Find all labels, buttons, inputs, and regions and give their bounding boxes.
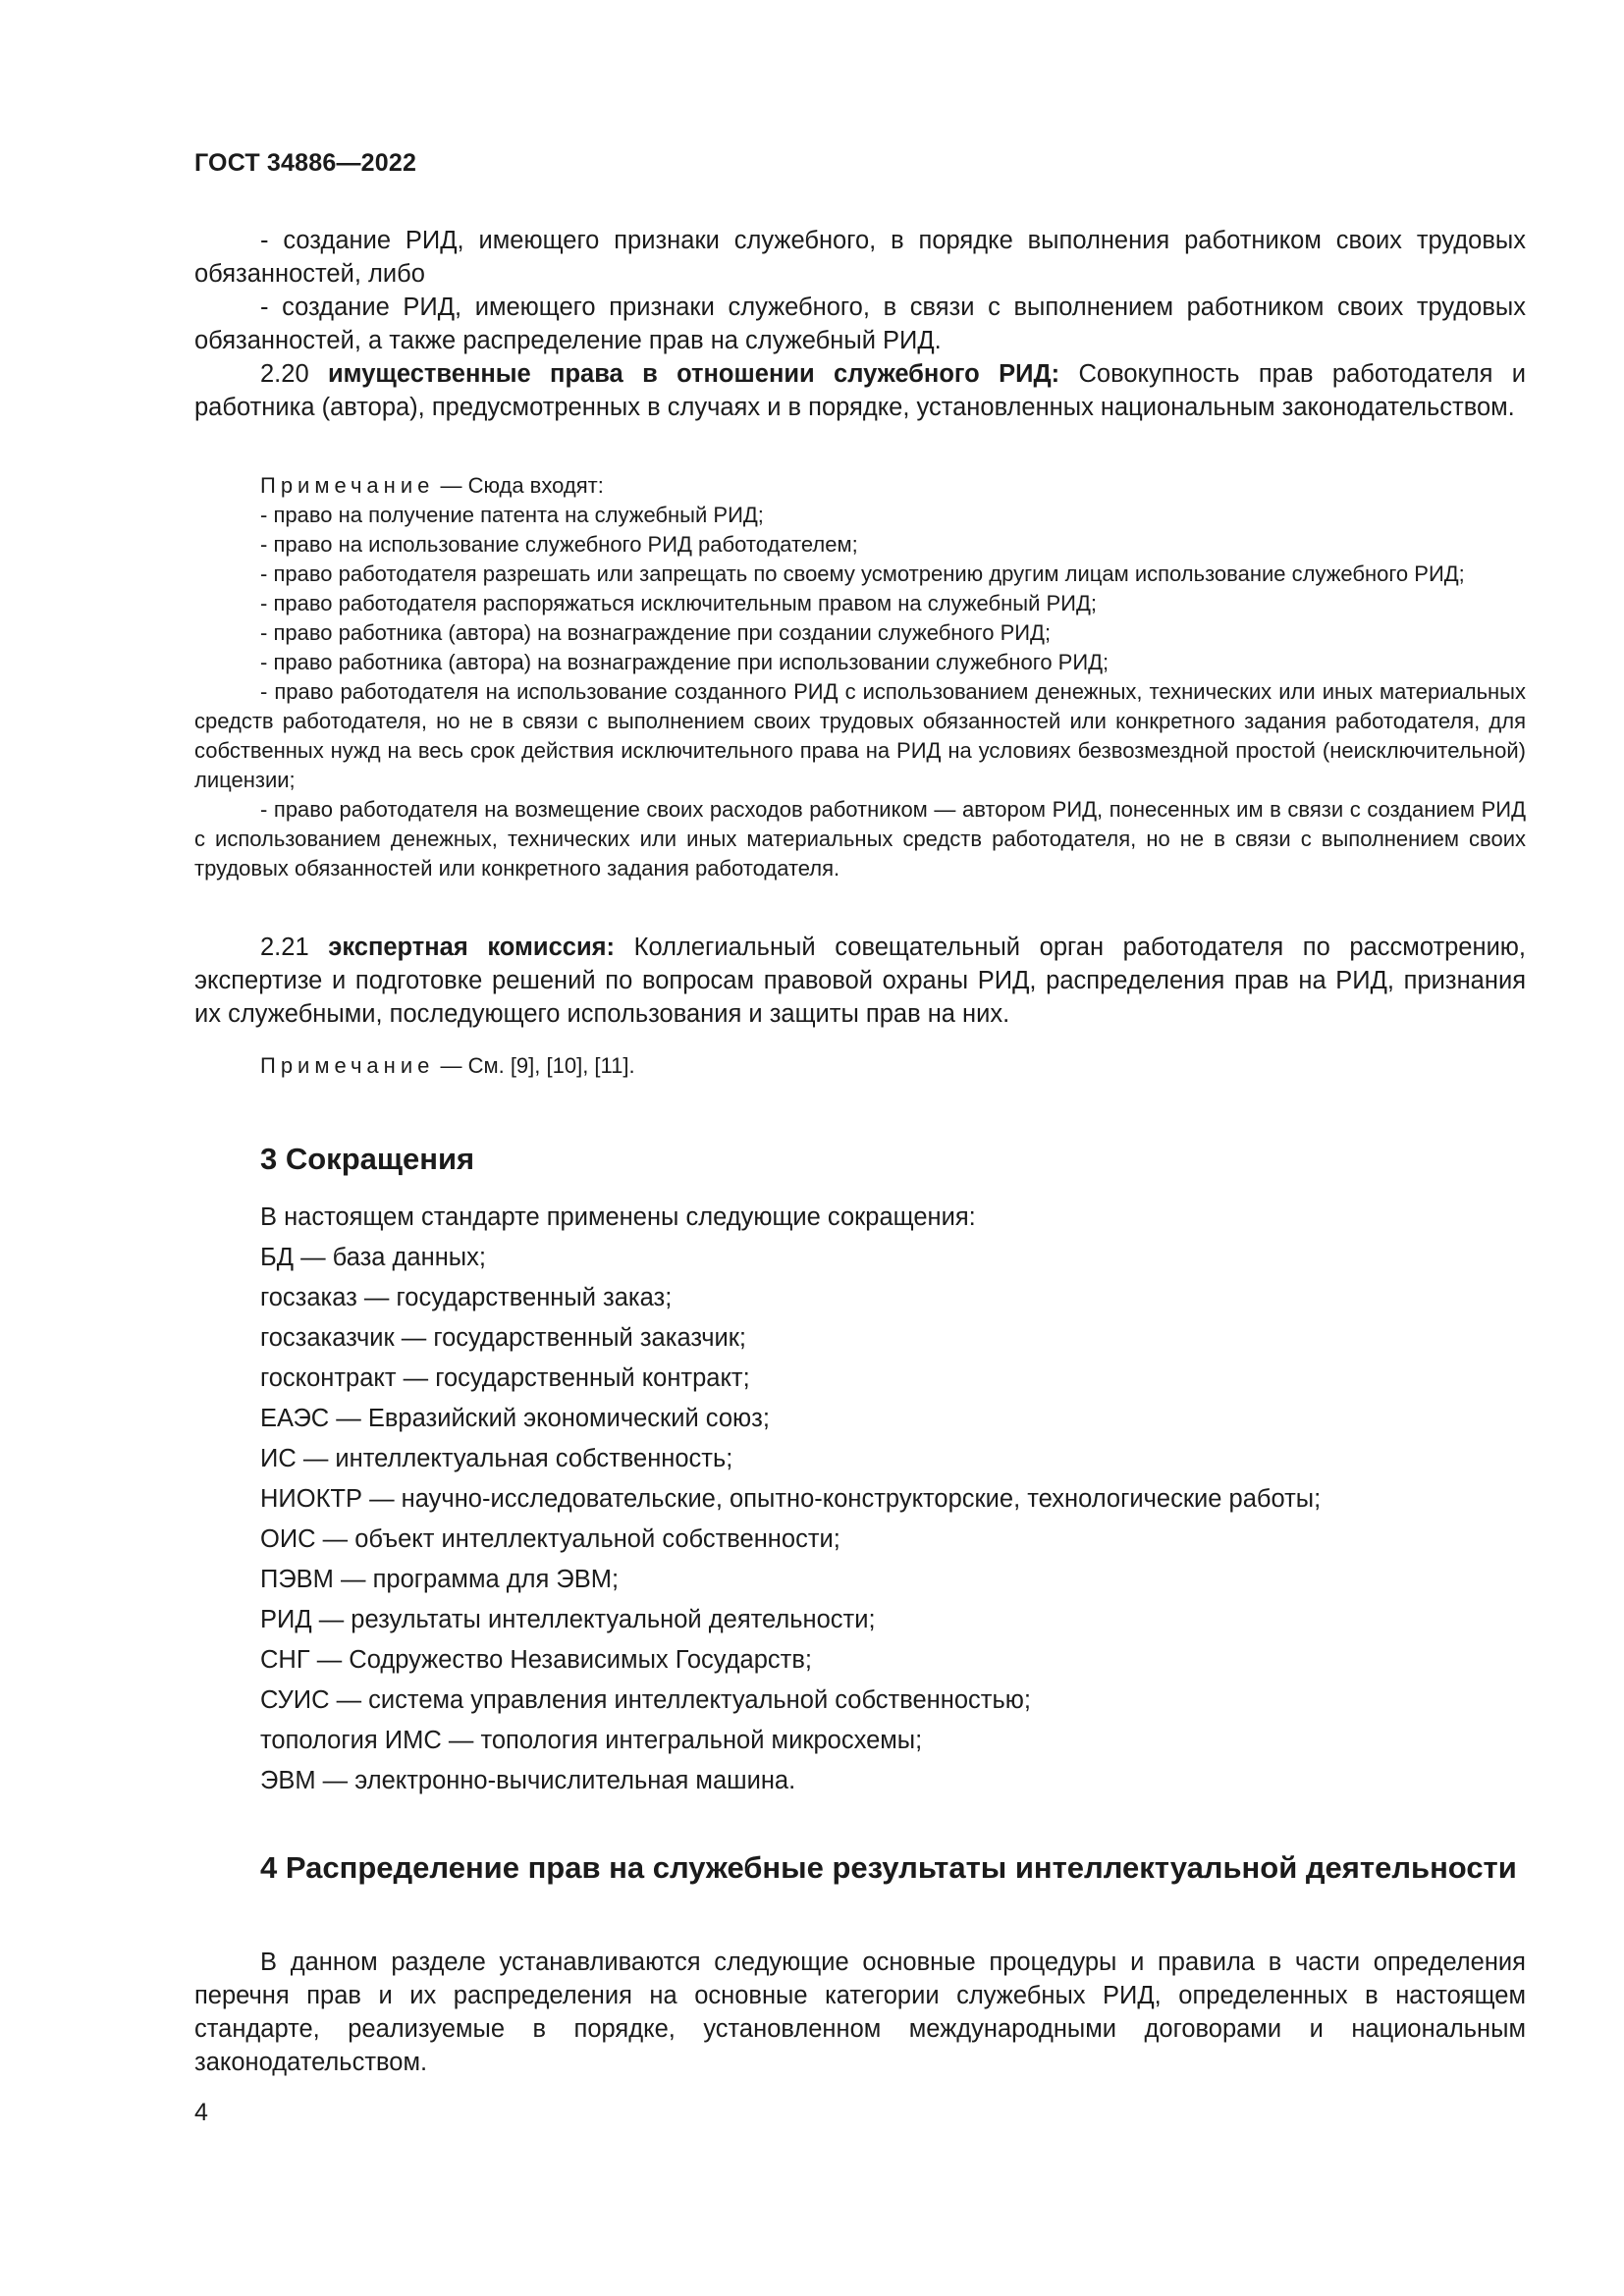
abbreviation-item: госзаказ — государственный заказ;: [260, 1284, 673, 1311]
abbreviation-items: [260, 1238, 1526, 1801]
section-4-title: 4 Распределение прав на служебные результаты интеллектуальной деятельности: [260, 1850, 1517, 1885]
section-4-text-block: [194, 1946, 1526, 2079]
note-list-item: - право работодателя разрешать или запрещать по своему усмотрению другим лицам использование служебного РИД;: [260, 561, 1465, 586]
list-item-1: - создание РИД, имеющего признаки служебного, в порядке выполнения работником своих трудовых обязанностей, либо: [194, 227, 1526, 288]
document-header: ГОСТ 34886—2022: [194, 149, 417, 177]
page-number: 4: [194, 2099, 208, 2126]
abbreviation-item: НИОКТР — научно-исследовательские, опытно-конструкторские, технологические работы;: [260, 1485, 1322, 1513]
abbreviation-item: ЭВМ — электронно-вычислительная машина.: [260, 1767, 796, 1794]
note-label: Примечание: [260, 1053, 435, 1078]
abbreviation-item: ЕАЭС — Евразийский экономический союз;: [260, 1405, 770, 1432]
note-list-item: - право на использование служебного РИД работодателем;: [260, 532, 858, 557]
top-block: [194, 224, 1526, 424]
definition-text: Коллегиальный совещательный орган работодателя по рассмотрению, экспертизе и подготовке решений по вопросам правовой охраны РИД, распределения прав на РИД, признания их служебными, последующего использования и защиты прав на них.: [194, 934, 1527, 1028]
definition-number: 2.20: [260, 360, 309, 388]
abbreviation-item: РИД — результаты интеллектуальной деятельности;: [260, 1606, 876, 1633]
definition-2-21: [194, 931, 1526, 1031]
note-heading: [194, 471, 1526, 501]
note-items: [194, 501, 1526, 883]
abbreviation-item: СНГ — Содружество Независимых Государств;: [260, 1646, 812, 1674]
abbreviation-item: госконтракт — государственный контракт;: [260, 1364, 750, 1392]
abbreviation-item: СУИС — система управления интеллектуальной собственностью;: [260, 1686, 1031, 1714]
note-intro: — Сюда входят:: [440, 473, 604, 498]
section-3-title: 3 Сокращения: [260, 1142, 475, 1176]
abbreviation-item: ПЭВМ — программа для ЭВМ;: [260, 1566, 620, 1593]
note-list-item: - право работодателя на возмещение своих расходов работником — автором РИД, понесенных им в связи с созданием РИД с использованием денежных, технических или иных материальных средств работодателя, но не в связи с выполнением своих трудовых обязанностей или конкретного задания работодателя.: [194, 797, 1526, 881]
abbreviation-item: БД — база данных;: [260, 1244, 486, 1271]
note-list-item: - право работника (автора) на вознаграждение при создании служебного РИД;: [260, 620, 1052, 645]
abbreviations-list: [260, 1198, 1526, 1801]
definition-text: Совокупность прав работодателя и работника (автора), предусмотренных в случаях и в порядке, установленных национальным законодательством.: [194, 360, 1527, 421]
note-block-2: [194, 1051, 1526, 1081]
note-list-item: - право на получение патента на служебный РИД;: [260, 503, 764, 527]
abbreviation-item: ИС — интеллектуальная собственность;: [260, 1445, 733, 1472]
definition-number: 2.21: [260, 934, 309, 961]
definition-term: имущественные права в отношении служебного РИД:: [328, 360, 1060, 388]
note-text: — См. [9], [10], [11].: [440, 1053, 635, 1078]
definition-2-20: [194, 357, 1526, 424]
abbreviation-item: топология ИМС — топология интегральной микросхемы;: [260, 1727, 923, 1754]
list-item-2: - создание РИД, имеющего признаки служебного, в связи с выполнением работником своих трудовых обязанностей, а также распределение прав на служебный РИД.: [194, 294, 1526, 354]
abbreviation-item: госзаказчик — государственный заказчик;: [260, 1324, 746, 1352]
definition-term: экспертная комиссия:: [328, 934, 615, 961]
note-label: Примечание: [260, 473, 435, 498]
note-list-item: - право работодателя распоряжаться исключительным правом на служебный РИД;: [260, 591, 1097, 615]
note-list-item: - право работника (автора) на вознаграждение при использовании служебного РИД;: [260, 650, 1110, 674]
note-block-1: [194, 471, 1526, 883]
section-4-text: В данном разделе устанавливаются следующие основные процедуры и правила в части определения перечня прав и их распределения на основные категории служебных РИД, определенных в настоящем стандарте, реализуемые в порядке, установленном международными договорами и национальным законодательством.: [194, 1949, 1526, 2076]
note-list-item: - право работодателя на использование созданного РИД с использованием денежных, технических или иных материальных средств работодателя, но не в связи с выполнением своих трудовых обязанностей или конкретного задания работодателя, для собственных нужд на весь срок действия исключительного права на РИД на условиях безвозмездной простой (неисключительной) лицензии;: [194, 679, 1526, 792]
abbreviation-item: ОИС — объект интеллектуальной собственности;: [260, 1525, 840, 1553]
abbreviations-intro: В настоящем стандарте применены следующие сокращения:: [260, 1203, 976, 1231]
